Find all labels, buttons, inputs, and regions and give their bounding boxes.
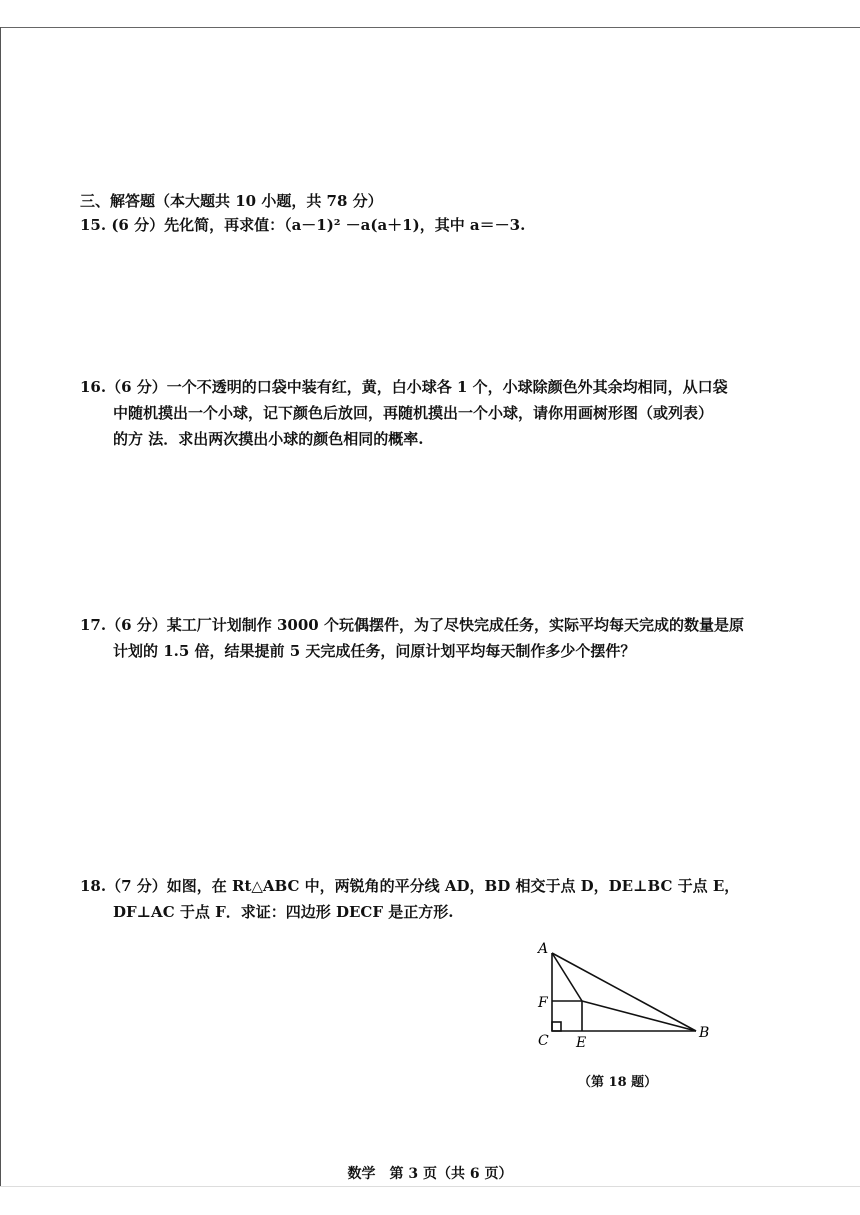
question-15-line-1: 15. (6 分）先化简，再求值：（a－1)² －a(a＋1)，其中 a＝－3. — [80, 216, 526, 234]
page-border-left — [0, 27, 1, 1187]
question-18-line-1: 18.（7 分）如图，在 Rt△ABC 中，两锐角的平分线 AD，BD 相交于点 D，DE⊥BC 于点 E， — [80, 877, 740, 895]
page-border-top — [0, 27, 860, 28]
bisector-bd — [582, 1001, 696, 1031]
label-f: F — [538, 995, 548, 1011]
page-footer: 数学 第 3 页（共 6 页） — [347, 1166, 513, 1182]
bisector-ad — [552, 953, 582, 1001]
question-18 — [80, 873, 739, 925]
label-a: A — [538, 941, 549, 957]
page-border-bottom — [0, 1186, 860, 1187]
question-16 — [80, 374, 728, 452]
label-b: B — [699, 1025, 710, 1041]
question-16-line-1: 16.（6 分）一个不透明的口袋中装有红，黄，白小球各 1 个，小球除颜色外其余均相同，从口袋 — [80, 378, 728, 396]
side-ab — [552, 953, 696, 1031]
question-16-line-3: 的方 法．求出两次摸出小球的颜色相同的概率. — [113, 430, 424, 448]
label-c: C — [538, 1033, 549, 1049]
question-17-line-1: 17.（6 分）某工厂计划制作 3000 个玩偶摆件，为了尽快完成任务，实际平均每天完成的数量是原 — [80, 616, 744, 634]
label-e: E — [576, 1035, 587, 1051]
question-17-line-2: 计划的 1.5 倍，结果提前 5 天完成任务，问原计划平均每天制作多少个摆件？ — [113, 642, 636, 660]
question-15 — [80, 212, 525, 238]
section-title: 三、解答题（本大题共 10 小题，共 78 分） — [80, 192, 383, 210]
question-17 — [80, 612, 744, 664]
triangle-figure — [528, 935, 728, 1055]
right-angle-mark — [552, 1022, 561, 1031]
question-16-line-2: 中随机摸出一个小球，记下颜色后放回，再随机摸出一个小球，请你用画树形图（或列表） — [113, 404, 714, 422]
figure-caption: （第 18 题） — [578, 1075, 658, 1090]
question-18-line-2: DF⊥AC 于点 F．求证：四边形 DECF 是正方形. — [113, 903, 454, 921]
